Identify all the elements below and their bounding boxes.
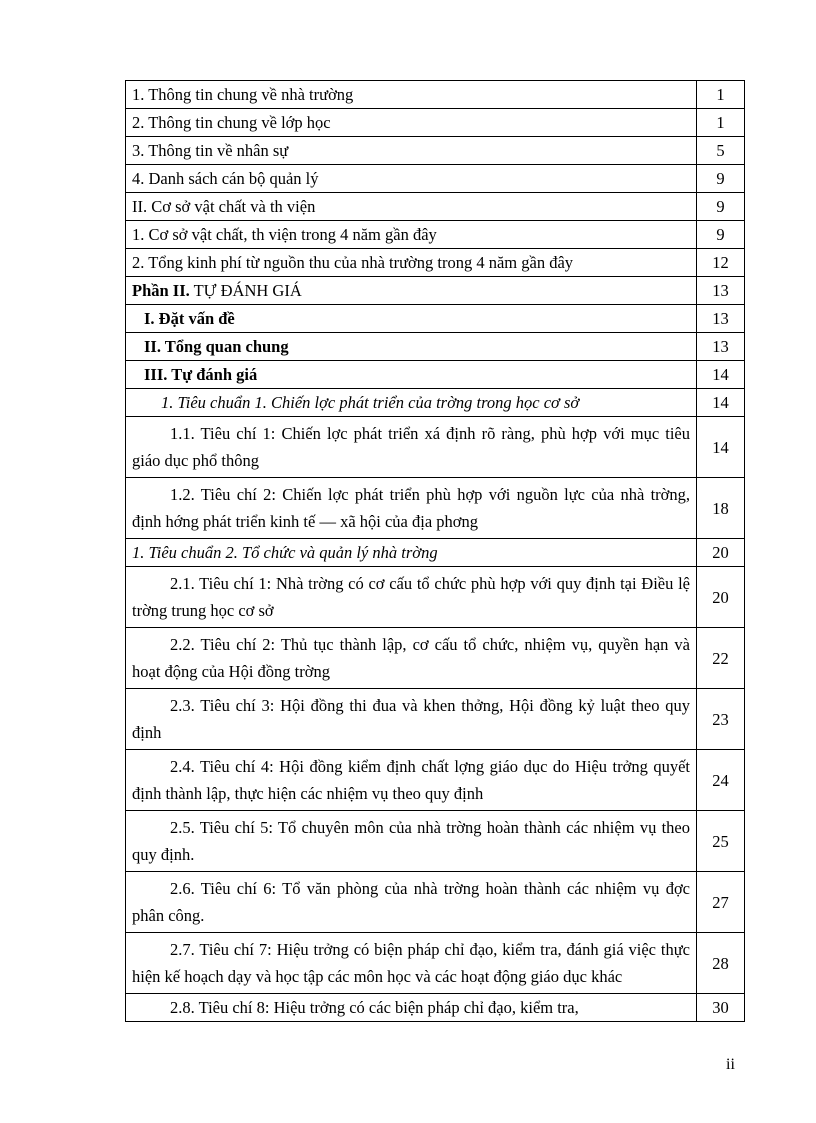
toc-part-heading bbox=[126, 277, 697, 305]
part-label: Phần II. bbox=[132, 281, 190, 300]
toc-entry-text: 1.1. Tiêu chí 1: Chiến lợc phát triển xá định rõ ràng, phù hợp với mục tiêu giáo dục phổ thông bbox=[126, 417, 697, 478]
toc-entry-text: III. Tự đánh giá bbox=[126, 361, 697, 389]
toc-entry-page: 20 bbox=[697, 539, 745, 567]
part-title: TỰ ĐÁNH GIÁ bbox=[189, 281, 302, 300]
toc-row bbox=[126, 478, 745, 539]
toc-entry-page: 27 bbox=[697, 872, 745, 933]
toc-entry-text: 1. Cơ sở vật chất, th viện trong 4 năm gần đây bbox=[126, 221, 697, 249]
toc-row bbox=[126, 137, 745, 165]
toc-row bbox=[126, 305, 745, 333]
toc-entry-page: 1 bbox=[697, 109, 745, 137]
toc-entry-page: 30 bbox=[697, 994, 745, 1022]
toc-entry-page: 13 bbox=[697, 333, 745, 361]
toc-entry-text: 2.3. Tiêu chí 3: Hội đồng thi đua và khen thởng, Hội đồng kỷ luật theo quy định bbox=[126, 689, 697, 750]
toc-entry-page: 9 bbox=[697, 193, 745, 221]
toc-entry-page: 9 bbox=[697, 221, 745, 249]
toc-entry-page: 28 bbox=[697, 933, 745, 994]
toc-entry-page: 14 bbox=[697, 417, 745, 478]
toc-entry-text: II. Tổng quan chung bbox=[126, 333, 697, 361]
toc-entry-text: 1.2. Tiêu chí 2: Chiến lợc phát triển phù hợp với nguồn lực của nhà trờng, định hớng phát triển kinh tế — xã hội của địa phơng bbox=[126, 478, 697, 539]
toc-entry-page: 14 bbox=[697, 361, 745, 389]
toc-entry-text: 4. Danh sách cán bộ quản lý bbox=[126, 165, 697, 193]
toc-entry-text: 3. Thông tin về nhân sự bbox=[126, 137, 697, 165]
toc-entry-page: 22 bbox=[697, 628, 745, 689]
toc-row bbox=[126, 333, 745, 361]
toc-entry-text: 2. Thông tin chung về lớp học bbox=[126, 109, 697, 137]
toc-row bbox=[126, 811, 745, 872]
toc-row bbox=[126, 994, 745, 1022]
toc-row bbox=[126, 165, 745, 193]
toc-entry-page: 9 bbox=[697, 165, 745, 193]
toc-row bbox=[126, 628, 745, 689]
toc-row bbox=[126, 933, 745, 994]
toc-entry-page: 1 bbox=[697, 81, 745, 109]
toc-entry-text: I. Đặt vấn đề bbox=[126, 305, 697, 333]
toc-entry-text: 2.7. Tiêu chí 7: Hiệu trởng có biện pháp chỉ đạo, kiểm tra, đánh giá việc thực hiện kế hoạch dạy và học tập các môn học và các hoạt động giáo dục khác bbox=[126, 933, 697, 994]
toc-entry-text: 2.5. Tiêu chí 5: Tổ chuyên môn của nhà trờng hoàn thành các nhiệm vụ theo quy định. bbox=[126, 811, 697, 872]
toc-entry-text: 1. Tiêu chuẩn 1. Chiến lợc phát triển của trờng trong học cơ sở bbox=[126, 389, 697, 417]
page-number: ii bbox=[726, 1056, 735, 1073]
toc-entry-text: 1. Tiêu chuẩn 2. Tổ chức và quản lý nhà trờng bbox=[126, 539, 697, 567]
toc-row bbox=[126, 361, 745, 389]
toc-entry-page: 5 bbox=[697, 137, 745, 165]
toc-row bbox=[126, 689, 745, 750]
table-of-contents bbox=[125, 80, 745, 1022]
toc-entry-page: 23 bbox=[697, 689, 745, 750]
toc-row bbox=[126, 539, 745, 567]
toc-entry-page: 12 bbox=[697, 249, 745, 277]
toc-row bbox=[126, 109, 745, 137]
toc-row bbox=[126, 389, 745, 417]
toc-row bbox=[126, 249, 745, 277]
toc-row bbox=[126, 193, 745, 221]
toc-entry-text: 2.4. Tiêu chí 4: Hội đồng kiểm định chất lợng giáo dục do Hiệu trởng quyết định thành lập, thực hiện các nhiệm vụ theo quy định bbox=[126, 750, 697, 811]
toc-entry-page: 20 bbox=[697, 567, 745, 628]
toc-entry-text: 2.6. Tiêu chí 6: Tổ văn phòng của nhà trờng hoàn thành các nhiệm vụ đợc phân công. bbox=[126, 872, 697, 933]
toc-row bbox=[126, 417, 745, 478]
toc-entry-page: 25 bbox=[697, 811, 745, 872]
toc-entry-page: 24 bbox=[697, 750, 745, 811]
toc-row-part-heading bbox=[126, 277, 745, 305]
toc-entry-text: 2.8. Tiêu chí 8: Hiệu trởng có các biện pháp chỉ đạo, kiểm tra, bbox=[126, 994, 697, 1022]
toc-entry-page: 18 bbox=[697, 478, 745, 539]
toc-row bbox=[126, 81, 745, 109]
toc-row bbox=[126, 750, 745, 811]
toc-row bbox=[126, 872, 745, 933]
toc-entry-page: 13 bbox=[697, 305, 745, 333]
toc-row bbox=[126, 567, 745, 628]
toc-entry-text: 2.2. Tiêu chí 2: Thủ tục thành lập, cơ cấu tổ chức, nhiệm vụ, quyền hạn và hoạt động của Hội đồng trờng bbox=[126, 628, 697, 689]
toc-entry-text: II. Cơ sở vật chất và th viện bbox=[126, 193, 697, 221]
toc-entry-text: 2. Tổng kinh phí từ nguồn thu của nhà trường trong 4 năm gần đây bbox=[126, 249, 697, 277]
toc-row bbox=[126, 221, 745, 249]
toc-entry-text: 2.1. Tiêu chí 1: Nhà trờng có cơ cấu tổ chức phù hợp với quy định tại Điều lệ trờng trung học cơ sở bbox=[126, 567, 697, 628]
toc-entry-page: 13 bbox=[697, 277, 745, 305]
toc-entry-page: 14 bbox=[697, 389, 745, 417]
toc-entry-text: 1. Thông tin chung về nhà trường bbox=[126, 81, 697, 109]
